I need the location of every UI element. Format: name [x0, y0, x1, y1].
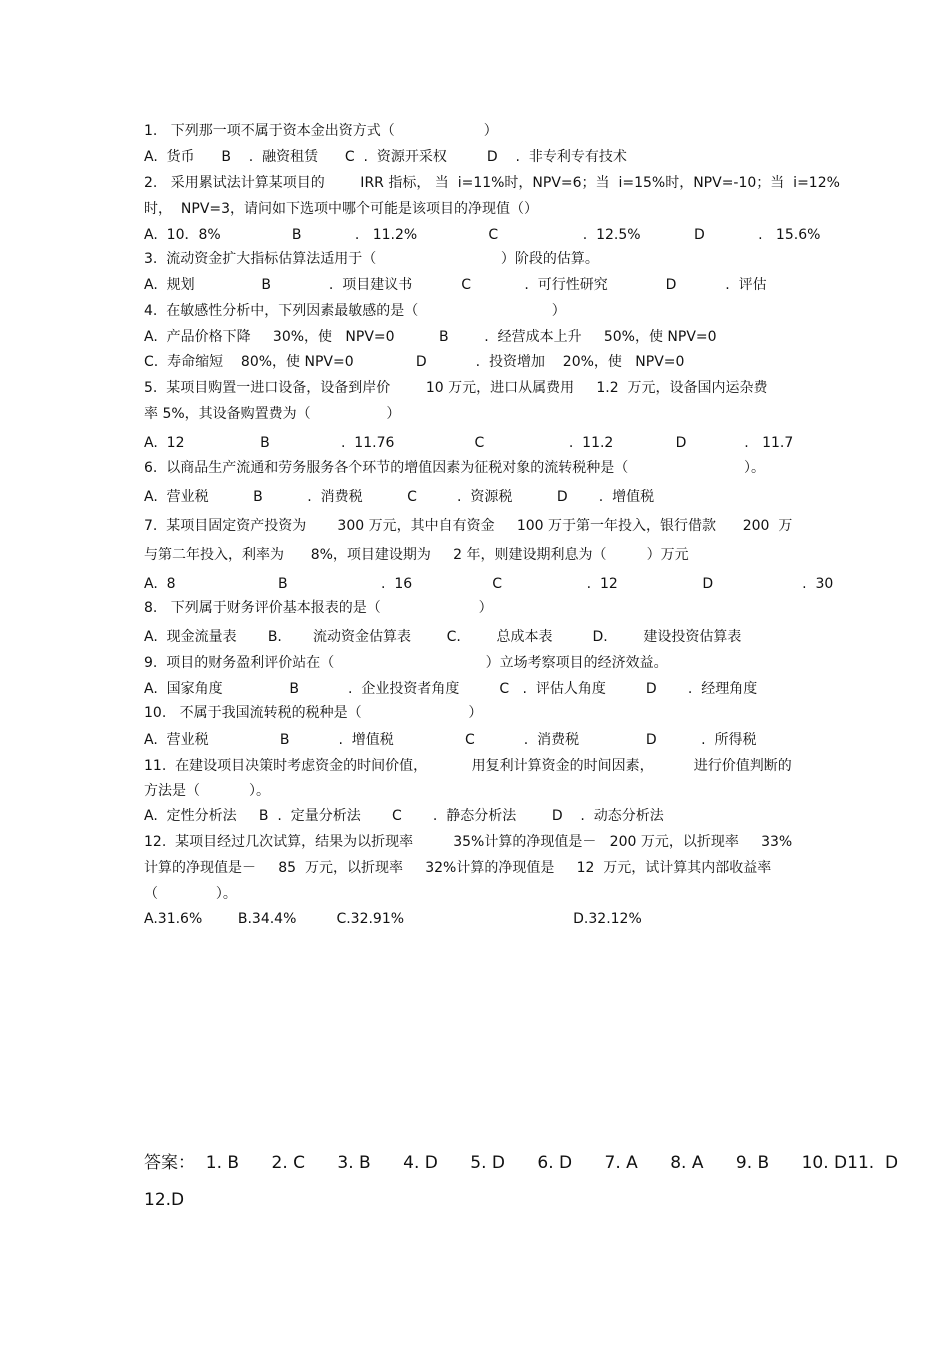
- question-line: A. 规划 B . 项目建议书 C . 可行性研究 D . 评估: [144, 277, 767, 293]
- question-line: 时， NPV=3，请问如下选项中哪个可能是该项目的净现值（）: [144, 201, 539, 217]
- question-line: A. 营业税 B . 消费税 C . 资源税 D . 增值税: [144, 489, 655, 505]
- question-line: 11. 在建设项目决策时考虑资金的时间价值， 用复利计算资金的时间因素， 进行价值判断的: [144, 758, 792, 774]
- question-line: （ ）。: [144, 886, 237, 902]
- question-line: 4. 在敏感性分析中，下列因素最敏感的是（ ）: [144, 303, 566, 319]
- question-line: 3. 流动资金扩大指标估算法适用于（ ）阶段的估算。: [144, 251, 599, 267]
- question-line: 与第二年投入，利率为 8%，项目建设期为 2 年，则建设期利息为（ ）万元: [144, 547, 689, 563]
- question-line: A. 12 B . 11.76 C . 11.2 D . 11.7: [144, 435, 794, 451]
- question-line: A. 定性分析法 B . 定量分析法 C . 静态分析法 D . 动态分析法: [144, 808, 664, 824]
- question-line: 6. 以商品生产流通和劳务服务各个环节的增值因素为征税对象的流转税种是（ ）。: [144, 460, 765, 476]
- answer-key-line-2: 12.D: [144, 1190, 185, 1210]
- question-line: A. 现金流量表 B. 流动资金估算表 C. 总成本表 D. 建设投资估算表: [144, 629, 742, 645]
- question-line: A. 营业税 B . 增值税 C . 消费税 D . 所得税: [144, 732, 757, 748]
- question-line: A. 8 B . 16 C . 12 D . 30: [144, 576, 834, 592]
- answer-key-line-1: 答案： 1. B 2. C 3. B 4. D 5. D 6. D 7. A 8. A 9. B 10. D11. D: [144, 1153, 899, 1173]
- question-line: 率 5%，其设备购置费为（ ）: [144, 406, 401, 422]
- question-line: 9. 项目的财务盈利评价站在（ ）立场考察项目的经济效益。: [144, 655, 668, 671]
- question-line: 7. 某项目固定资产投资为 300 万元，其中自有资金 100 万于第一年投入，银行借款 200 万: [144, 518, 793, 534]
- question-line: 12. 某项目经过几次试算，结果为以折现率 35%计算的净现值是－ 200 万元，以折现率 33%: [144, 834, 793, 850]
- question-line: 10. 不属于我国流转税的税种是（ ）: [144, 705, 483, 721]
- question-line: A. 国家角度 B . 企业投资者角度 C . 评估人角度 D . 经理角度: [144, 681, 758, 697]
- question-line: A. 产品价格下降 30%，使 NPV=0 B . 经营成本上升 50%，使 NPV=0: [144, 329, 717, 345]
- question-line: 8. 下列属于财务评价基本报表的是（ ）: [144, 600, 493, 616]
- question-line: A. 10．8% B . 11.2% C . 12.5% D . 15.6%: [144, 227, 821, 243]
- question-line: 计算的净现值是－ 85 万元，以折现率 32%计算的净现值是 12 万元，试计算其内部收益率: [144, 860, 772, 876]
- question-line: C. 寿命缩短 80%，使 NPV=0 D . 投资增加 20%，使 NPV=0: [144, 354, 685, 370]
- question-line: A.31.6% B.34.4% C.32.91% D.32.12%: [144, 911, 642, 927]
- question-line: A. 货币 B . 融资租赁 C . 资源开采权 D . 非专利专有技术: [144, 149, 627, 165]
- question-line: 5. 某项目购置一进口设备，设备到岸价 10 万元，进口从属费用 1.2 万元，设备国内运杂费: [144, 380, 768, 396]
- question-line: 2. 采用累试法计算某项目的 IRR 指标， 当 i=11%时，NPV=6；当 i=15%时，NPV=-10；当 i=12%: [144, 175, 840, 191]
- question-line: 1. 下列那一项不属于资本金出资方式（ ）: [144, 123, 498, 139]
- question-line: 方法是（ ）。: [144, 783, 270, 799]
